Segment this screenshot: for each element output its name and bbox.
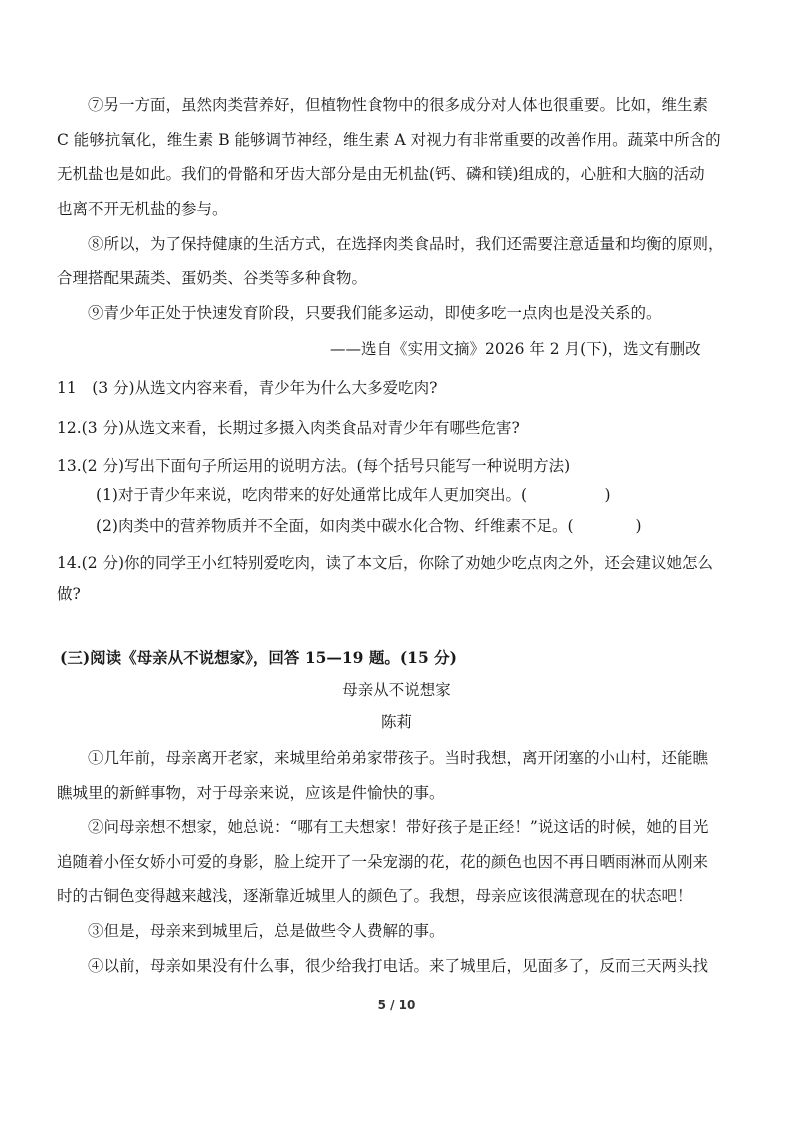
text-line: ⑧所以，为了保持健康的生活方式，在选择肉类食品时，我们还需要注意适量和均衡的原则， xyxy=(88,235,724,253)
text-line: 做? xyxy=(57,585,81,603)
page-number: 5 / 10 xyxy=(377,998,416,1012)
section-heading: (三)阅读《母亲从不说想家》，回答 15—19 题。(15 分) xyxy=(60,648,457,667)
article-author: 陈莉 xyxy=(380,713,412,731)
text-line: 瞧城里的新鲜事物，对于母亲来说，应该是件愉快的事。 xyxy=(57,784,445,802)
question-13-item-2: (2)肉类中的营养物质并不全面，如肉类中碳水化合物、纤维素不足。( ) xyxy=(96,517,642,535)
article-title: 母亲从不说想家 xyxy=(342,681,451,699)
text-line: ②问母亲想不想家，她总说：“哪有工夫想家！带好孩子是正经！”说这话的时候，她的目光 xyxy=(88,818,709,836)
text-line: C 能够抗氧化，维生素 B 能够调节神经，维生素 A 对视力有非常重要的改善作用。蔬菜中所含的 xyxy=(57,131,721,149)
question-11: 11 (3 分)从选文内容来看，青少年为什么大多爱吃肉? xyxy=(57,379,438,397)
text-line: 无机盐也是如此。我们的骨骼和牙齿大部分是由无机盐(钙、磷和镁)组成的，心脏和大脑的活动 xyxy=(57,165,705,183)
text-line: 14.(2 分)你的同学王小红特别爱吃肉，读了本文后，你除了劝她少吃点肉之外，还会建议她怎么 xyxy=(57,554,714,572)
text-line: 也离不开无机盐的参与。 xyxy=(57,200,228,218)
question-13: 13.(2 分)写出下面句子所运用的说明方法。(每个括号只能写一种说明方法) xyxy=(57,457,571,475)
article-paragraph-3: ③但是，母亲来到城里后，总是做些令人费解的事。 xyxy=(88,922,445,940)
question-12: 12.(3 分)从选文来看，长期过多摄入肉类食品对青少年有哪些危害? xyxy=(57,419,520,437)
text-line: 时的古铜色变得越来越浅，逐渐靠近城里人的颜色了。我想，母亲应该很满意现在的状态吧！ xyxy=(57,887,693,905)
text-line: ⑦另一方面，虽然肉类营养好，但植物性食物中的很多成分对人体也很重要。比如，维生素 xyxy=(88,96,709,114)
question-13-item-1: (1)对于青少年来说，吃肉带来的好处通常比成年人更加突出。( ) xyxy=(96,486,611,504)
text-line: ①几年前，母亲离开老家，来城里给弟弟家带孩子。当时我想，离开闭塞的小山村，还能瞧 xyxy=(88,749,709,767)
text-line: 追随着小侄女娇小可爱的身影，脸上绽开了一朵宠溺的花，花的颜色也因不再日晒雨淋而从刚来 xyxy=(57,853,709,871)
source-citation: ——选自《实用文摘》2026 年 2 月(下)，选文有删改 xyxy=(330,340,701,358)
paragraph-9: ⑨青少年正处于快速发育阶段，只要我们能多运动，即使多吃一点肉也是没关系的。 xyxy=(88,304,662,322)
article-paragraph-4: ④以前，母亲如果没有什么事，很少给我打电话。来了城里后，见面多了，反而三天两头找 xyxy=(88,957,709,975)
text-line: 合理搭配果蔬类、蛋奶类、谷类等多种食物。 xyxy=(57,269,368,287)
